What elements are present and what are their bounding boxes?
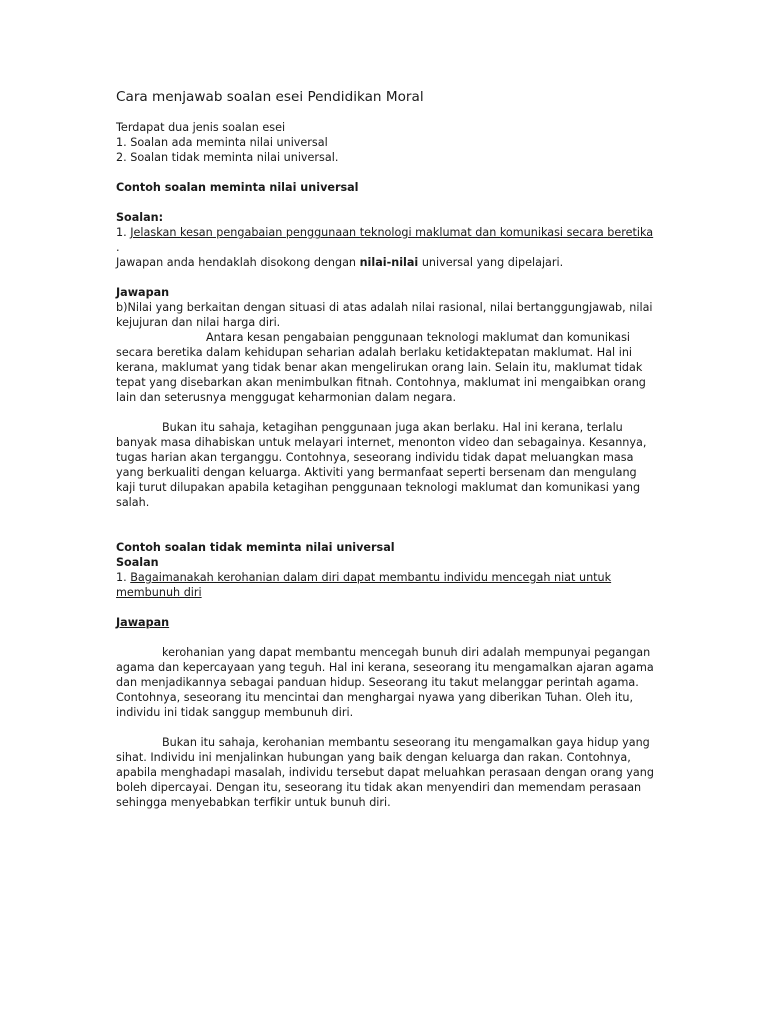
section2-question-text: Bagaimanakah kerohanian dalam diri dapat membantu individu mencegah niat untuk membunuh diri <box>116 571 612 599</box>
q2-pre: Jawapan anda hendaklah disokong dengan <box>116 256 360 269</box>
section1-question-number: 1. <box>116 226 131 239</box>
intro-line-1: Terdapat dua jenis soalan esei <box>116 121 286 134</box>
section2-paragraph-1: kerohanian yang dapat membantu mencegah bunuh diri adalah mempunyai pegangan agama dan kepercayaan yang teguh. Hal ini kerana, seseorang itu mengamalkan ajaran agama dan menjadikannya sebagai panduan hidup. Seseorang itu takut melanggar perintah agama. Contohnya, seseorang itu mencintai dan menghargai nyawa yang diberikan Tuhan. Oleh itu, individu ini tidak sanggup membunuh diri. <box>116 646 654 719</box>
section2-soalan-label: Soalan <box>116 556 159 569</box>
section1-question-line2 <box>116 255 658 270</box>
section1-question <box>116 225 658 255</box>
section1-heading: Contoh soalan meminta nilai universal <box>116 181 359 194</box>
section1-jawapan-label: Jawapan <box>116 286 170 299</box>
section1-answer-b: b)Nilai yang berkaitan dengan situasi di atas adalah nilai rasional, nilai bertanggungjawab, nilai kejujuran dan nilai harga diri. <box>116 301 653 329</box>
document-title: Cara menjawab soalan esei Pendidikan Moral <box>116 89 424 105</box>
intro-line-3: 2. Soalan tidak meminta nilai universal. <box>116 151 339 164</box>
q2-bold: nilai-nilai <box>359 256 419 269</box>
section1-paragraph-1: Antara kesan pengabaian penggunaan teknologi maklumat dan komunikasi secara beretika dalam kehidupan seharian adalah berlaku ketidaktepatan maklumat. Hal ini kerana, maklumat yang tidak benar akan mengelirukan orang lain. Selain itu, maklumat tidak tepat yang disebarkan akan menimbulkan fitnah. Contohnya, maklumat ini mengaibkan orang lain dan seterusnya menggugat keharmonian dalam negara. <box>116 331 646 404</box>
section1-paragraph-2: Bukan itu sahaja, ketagihan penggunaan juga akan berlaku. Hal ini kerana, terlalu banyak masa dihabiskan untuk melayari internet, menonton video dan sebagainya. Kesannya, tugas harian akan terganggu. Contohnya, seseorang individu tidak dapat meluangkan masa yang berkualiti dengan keluarga. Aktiviti yang bermanfaat seperti bersenam dan mengulang kaji turut dilupakan apabila ketagihan penggunaan teknologi maklumat dan komunikasi yang salah. <box>116 421 647 509</box>
q2-post: universal yang dipelajari. <box>418 256 564 269</box>
section1-question-end: . <box>116 241 120 254</box>
section2-question <box>116 570 658 600</box>
section1-soalan-label: Soalan: <box>116 211 164 224</box>
section2-jawapan-label: Jawapan <box>116 616 170 629</box>
section2-heading: Contoh soalan tidak meminta nilai universal <box>116 541 395 554</box>
section2-paragraph-2: Bukan itu sahaja, kerohanian membantu seseorang itu mengamalkan gaya hidup yang sihat. Individu ini menjalinkan hubungan yang baik dengan keluarga dan rakan. Contohnya, apabila menghadapi masalah, individu tersebut dapat meluahkan perasaan dengan orang yang boleh dipercayai. Dengan itu, seseorang itu tidak akan menyendiri dan memendam perasaan sehingga menyebabkan terfikir untuk bunuh diri. <box>116 736 654 809</box>
intro-line-2: 1. Soalan ada meminta nilai universal <box>116 136 328 149</box>
section2-question-number: 1. <box>116 571 131 584</box>
section1-question-text: Jelaskan kesan pengabaian penggunaan teknologi maklumat dan komunikasi secara beretika <box>130 226 654 239</box>
